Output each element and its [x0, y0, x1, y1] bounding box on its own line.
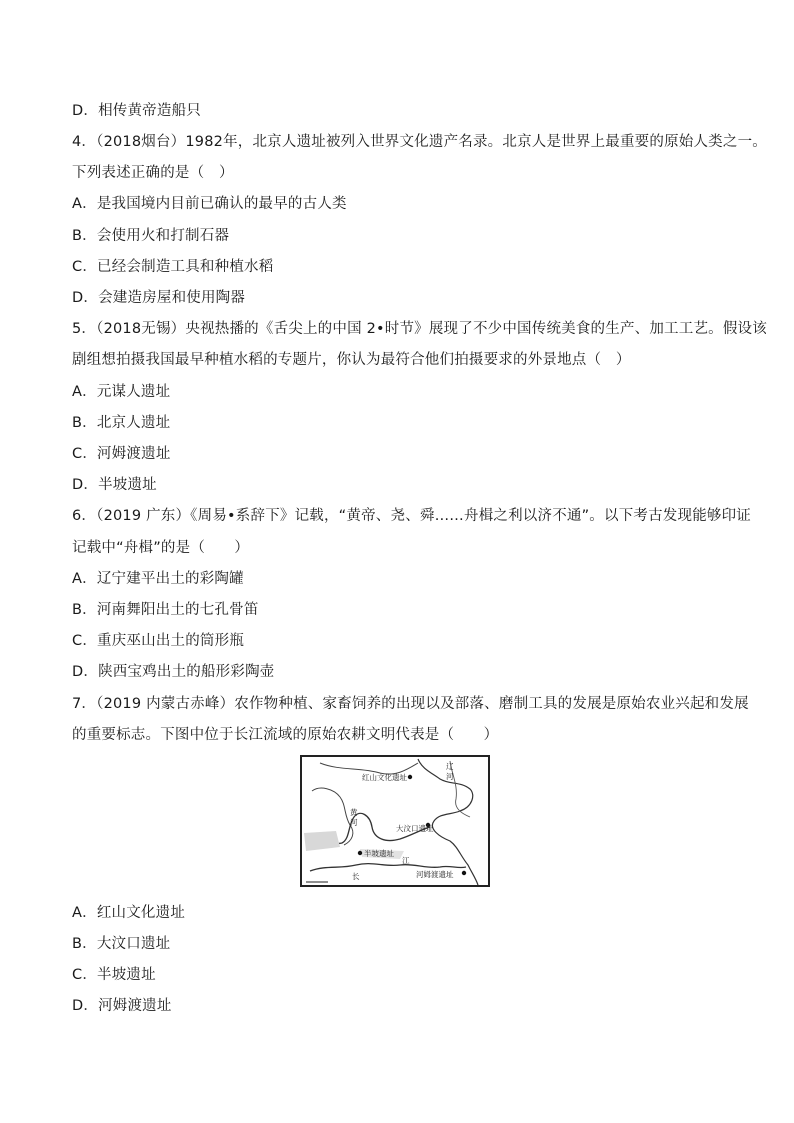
chang-label: 长	[352, 872, 360, 881]
q7-option-c: C．半坡遗址	[72, 967, 156, 983]
q7-option-a: A．红山文化遗址	[72, 905, 186, 921]
q6-stem-line-2: 记载中“舟楫”的是（ ）	[72, 540, 250, 556]
q5-option-a: A．元谋人遗址	[72, 384, 171, 400]
banpo-marker	[358, 851, 362, 855]
q4-stem-line-2: 下列表述正确的是（ ）	[72, 165, 234, 181]
liao-label-2: 河	[446, 772, 454, 781]
q5-stem-line-2: 剧组想拍摄我国最早种植水稻的专题片，你认为最符合他们拍摄要求的外景地点（ ）	[72, 352, 631, 368]
huang-label-2: 河	[350, 818, 358, 827]
hongshan-marker	[408, 775, 412, 779]
neolithic-sites-map	[300, 755, 490, 887]
q3-option-d: D．相传黄帝造船只	[72, 103, 201, 119]
huang-label-1: 黄	[350, 808, 358, 817]
q6-option-d: D．陕西宝鸡出土的船形彩陶壶	[72, 664, 275, 680]
hemudu-marker	[462, 871, 466, 875]
q5-option-d: D．半坡遗址	[72, 477, 157, 493]
q4-option-c: C．已经会制造工具和种植水稻	[72, 259, 274, 275]
hemudu-label: 河姆渡遗址	[416, 870, 454, 879]
q7-stem-line-2: 的重要标志。下图中位于长江流域的原始农耕文明代表是（ ）	[72, 727, 499, 743]
q7-option-d: D．河姆渡遗址	[72, 998, 172, 1014]
q6-option-a: A．辽宁建平出土的彩陶罐	[72, 571, 244, 587]
q5-option-c: C．河姆渡遗址	[72, 446, 171, 462]
map-figure	[300, 755, 490, 887]
q6-option-b: B．河南舞阳出土的七孔骨笛	[72, 602, 259, 618]
dawenkou-label: 大汶口遗址	[396, 824, 434, 833]
banpo-label: 半坡遗址	[364, 849, 394, 858]
hongshan-label: 红山文化遗址	[362, 773, 407, 782]
q4-option-a: A．是我国境内目前已确认的最早的古人类	[72, 196, 347, 212]
liao-label-1: 辽	[446, 762, 454, 771]
q4-stem-line-1: 4．（2018烟台）1982年，北京人遗址被列入世界文化遗产名录。北京人是世界上最重要的原始人类之一。	[72, 134, 767, 150]
q7-stem-line-1: 7．（2019 内蒙古赤峰）农作物种植、家畜饲养的出现以及部落、磨制工具的发展是原始农业兴起和发展	[72, 696, 749, 712]
q6-option-c: C．重庆巫山出土的筒形瓶	[72, 633, 245, 649]
q5-option-b: B．北京人遗址	[72, 415, 171, 431]
jiang-label: 江	[402, 856, 410, 865]
q5-stem-line-1: 5．（2018无锡）央视热播的《舌尖上的中国 2•时节》展现了不少中国传统美食的生产、加工工艺。假设该	[72, 321, 767, 337]
q4-option-d: D．会建造房屋和使用陶器	[72, 290, 246, 306]
q6-stem-line-1: 6．（2019 广东）《周易•系辞下》记载，“黄帝、尧、舜……舟楫之利以济不通”。以下考古发现能够印证	[72, 508, 752, 524]
q4-option-b: B．会使用火和打制石器	[72, 228, 230, 244]
q7-option-b: B．大汶口遗址	[72, 936, 171, 952]
